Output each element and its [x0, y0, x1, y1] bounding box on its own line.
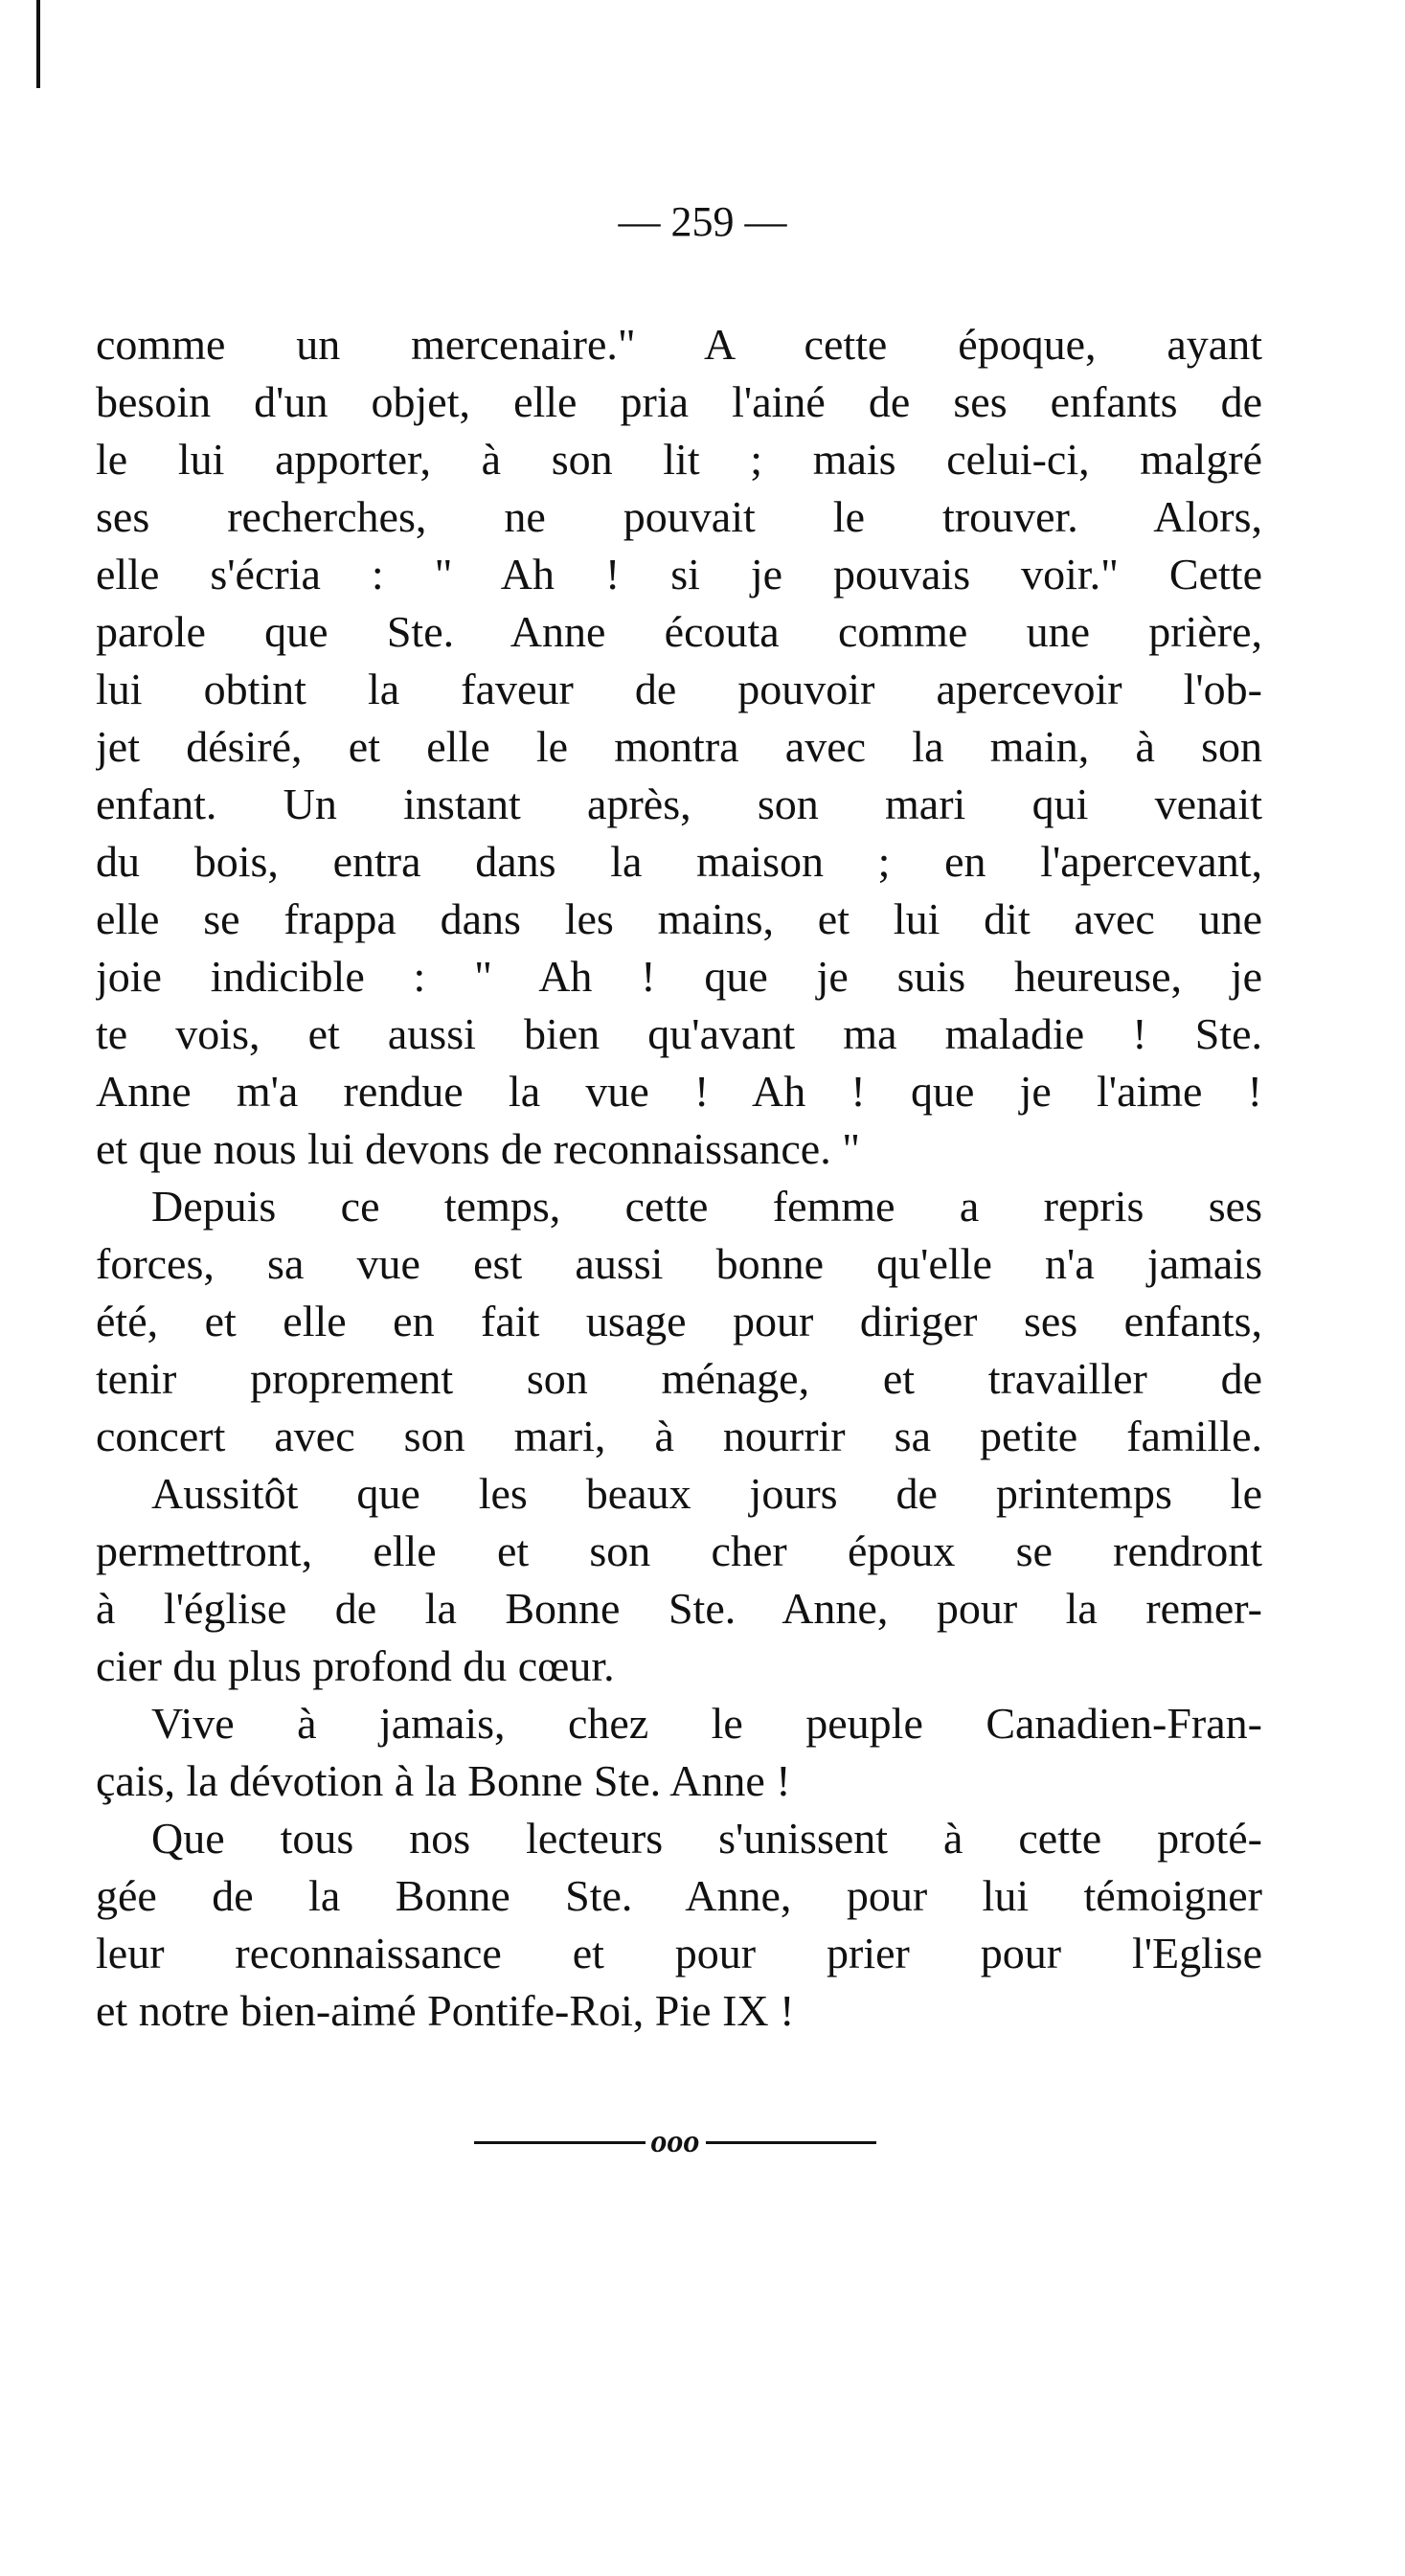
text-line: jet désiré, et elle le montra avec la main, à son: [96, 722, 1262, 771]
text-line: parole que Ste. Anne écouta comme une prière,: [96, 607, 1262, 656]
body-text: [96, 316, 1262, 2040]
text-line: enfant. Un instant après, son mari qui venait: [96, 780, 1262, 828]
separator-rule-right: [706, 2141, 877, 2144]
text-line: te vois, et aussi bien qu'avant ma maladie ! Ste.: [96, 1009, 1262, 1058]
text-line: lui obtint la faveur de pouvoir apercevoir l'ob-: [96, 665, 1262, 713]
text-line: joie indicible : " Ah ! que je suis heureuse, je: [96, 952, 1262, 1001]
section-separator: [474, 2126, 876, 2158]
text-line: besoin d'un objet, elle pria l'ainé de ses enfants de: [96, 377, 1262, 426]
text-line: forces, sa vue est aussi bonne qu'elle n'a jamais: [96, 1239, 1262, 1288]
text-line: elle se frappa dans les mains, et lui dit avec une: [96, 894, 1262, 943]
text-line: Anne m'a rendue la vue ! Ah ! que je l'aime !: [96, 1067, 1262, 1116]
text-line: Vive à jamais, chez le peuple Canadien-Fran-: [151, 1699, 1262, 1748]
separator-ornament: ooo: [650, 2124, 700, 2159]
text-line: ses recherches, ne pouvait le trouver. Alors,: [96, 492, 1262, 541]
text-line: comme un mercenaire." A cette époque, ayant: [96, 320, 1262, 369]
text-line: et notre bien-aimé Pontife-Roi, Pie IX !: [96, 1986, 795, 2035]
text-line: tenir proprement son ménage, et travailler de: [96, 1354, 1262, 1403]
text-line: Aussitôt que les beaux jours de printemps le: [151, 1469, 1262, 1518]
text-line: à l'église de la Bonne Ste. Anne, pour la remer-: [96, 1584, 1262, 1633]
text-line: permettront, elle et son cher époux se rendront: [96, 1526, 1262, 1575]
text-line: concert avec son mari, à nourrir sa petite famille.: [96, 1412, 1262, 1460]
text-line: le lui apporter, à son lit ; mais celui-ci, malgré: [96, 435, 1262, 484]
text-line: leur reconnaissance et pour prier pour l'Eglise: [96, 1929, 1262, 1977]
text-line: çais, la dévotion à la Bonne Ste. Anne !: [96, 1756, 791, 1805]
page-number: — 259 —: [618, 198, 787, 245]
text-line: gée de la Bonne Ste. Anne, pour lui témoigner: [96, 1871, 1262, 1920]
text-line: du bois, entra dans la maison ; en l'apercevant,: [96, 837, 1262, 886]
text-line: elle s'écria : " Ah ! si je pouvais voir." Cette: [96, 550, 1262, 599]
text-line: été, et elle en fait usage pour diriger ses enfants,: [96, 1297, 1262, 1345]
text-line: et que nous lui devons de reconnaissance. ": [96, 1124, 860, 1173]
separator-rule-left: [474, 2141, 646, 2144]
margin-rule: [36, 0, 40, 88]
text-line: Depuis ce temps, cette femme a repris ses: [151, 1182, 1262, 1231]
text-line: Que tous nos lecteurs s'unissent à cette proté-: [151, 1814, 1262, 1863]
text-line: cier du plus profond du cœur.: [96, 1641, 615, 1690]
